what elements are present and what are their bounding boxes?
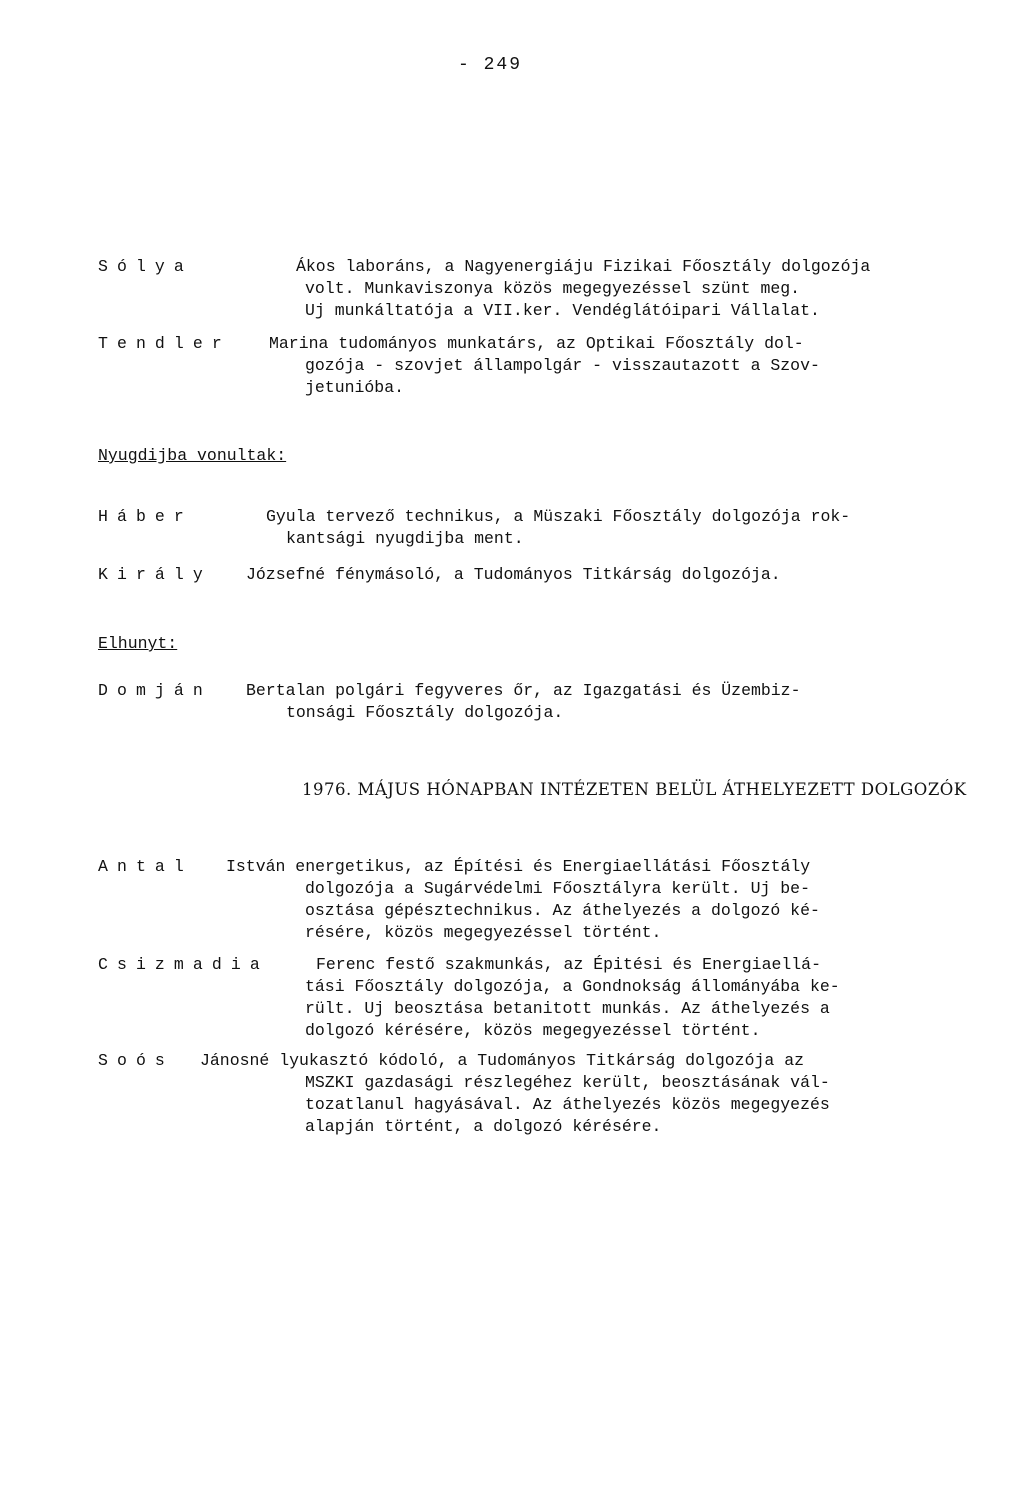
entry-line: alapján történt, a dolgozó kérésére. xyxy=(305,1117,662,1136)
entry-name: Antal xyxy=(98,857,193,876)
entry-line: tonsági Főosztály dolgozója. xyxy=(286,703,564,722)
entry-line: MSZKI gazdasági részlegéhez került, beosztásának vál- xyxy=(305,1073,830,1092)
section-title: 1976. MÁJUS HÓNAPBAN INTÉZETEN BELÜL ÁTHELYEZETT DOLGOZÓK xyxy=(302,780,967,799)
entry-first-line: Ferenc festő szakmunkás, az Épitési és Energiaellá- xyxy=(316,955,821,974)
entry-tendler xyxy=(98,333,934,399)
entry-name: Tendler xyxy=(98,334,231,353)
entry-kiraly xyxy=(98,564,934,586)
entry-line: rült. Uj beosztása betanitott munkás. Az áthelyezés a xyxy=(305,999,830,1018)
entry-name: Sólya xyxy=(98,257,193,276)
entry-line: tási Főosztály dolgozója, a Gondnokság állományába ke- xyxy=(305,977,840,996)
entry-line: jetunióba. xyxy=(305,378,405,397)
entry-name: Király xyxy=(98,565,212,584)
entry-name: Háber xyxy=(98,507,193,526)
heading-deceased: Elhunyt: xyxy=(98,634,178,653)
entry-haber xyxy=(98,506,934,550)
entry-line: tozatlanul hagyásával. Az áthelyezés közös megegyezés xyxy=(305,1095,830,1114)
entry-name: Domján xyxy=(98,681,212,700)
entry-line: gozója - szovjet állampolgár - visszautazott a Szov- xyxy=(305,356,820,375)
entry-first-line: István energetikus, az Építési és Energiaellátási Főosztály xyxy=(226,857,811,876)
entry-line: dolgozó kérésére, közös megegyezéssel történt. xyxy=(305,1021,761,1040)
entry-name: Soós xyxy=(98,1051,174,1070)
entry-line: Uj munkáltatója a VII.ker. Vendéglátóipari Vállalat. xyxy=(305,301,820,320)
entry-domjan xyxy=(98,680,934,724)
entry-solya xyxy=(98,256,934,322)
entry-first-line: Marina tudományos munkatárs, az Optikai Főosztály dol- xyxy=(269,334,804,353)
entry-first-line: Ákos laboráns, a Nagyenergiáju Fizikai Főosztály dolgozója xyxy=(296,257,871,276)
entry-first-line: Józsefné fénymásoló, a Tudományos Titkárság dolgozója. xyxy=(246,565,781,584)
heading-retired: Nyugdijba vonultak: xyxy=(98,446,287,465)
entry-line: dolgozója a Sugárvédelmi Főosztályra került. Uj be- xyxy=(305,879,810,898)
entry-line: osztása gépésztechnikus. Az áthelyezés a dolgozó ké- xyxy=(305,901,820,920)
entry-line: volt. Munkaviszonya közös megegyezéssel szünt meg. xyxy=(305,279,801,298)
entry-line: résére, közös megegyezéssel történt. xyxy=(305,923,662,942)
entry-line: kantsági nyugdijba ment. xyxy=(286,529,524,548)
entry-csizmadia xyxy=(98,954,934,1042)
entry-first-line: Jánosné lyukasztó kódoló, a Tudományos Titkárság dolgozója az xyxy=(200,1051,804,1070)
page-number: - 249 xyxy=(458,55,523,75)
entry-name: Csizmadia xyxy=(98,955,269,974)
entry-antal xyxy=(98,856,934,944)
entry-first-line: Gyula tervező technikus, a Müszaki Főosztály dolgozója rok- xyxy=(266,507,851,526)
entry-soos xyxy=(98,1050,934,1138)
entry-first-line: Bertalan polgári fegyveres őr, az Igazgatási és Üzembiz- xyxy=(246,681,801,700)
